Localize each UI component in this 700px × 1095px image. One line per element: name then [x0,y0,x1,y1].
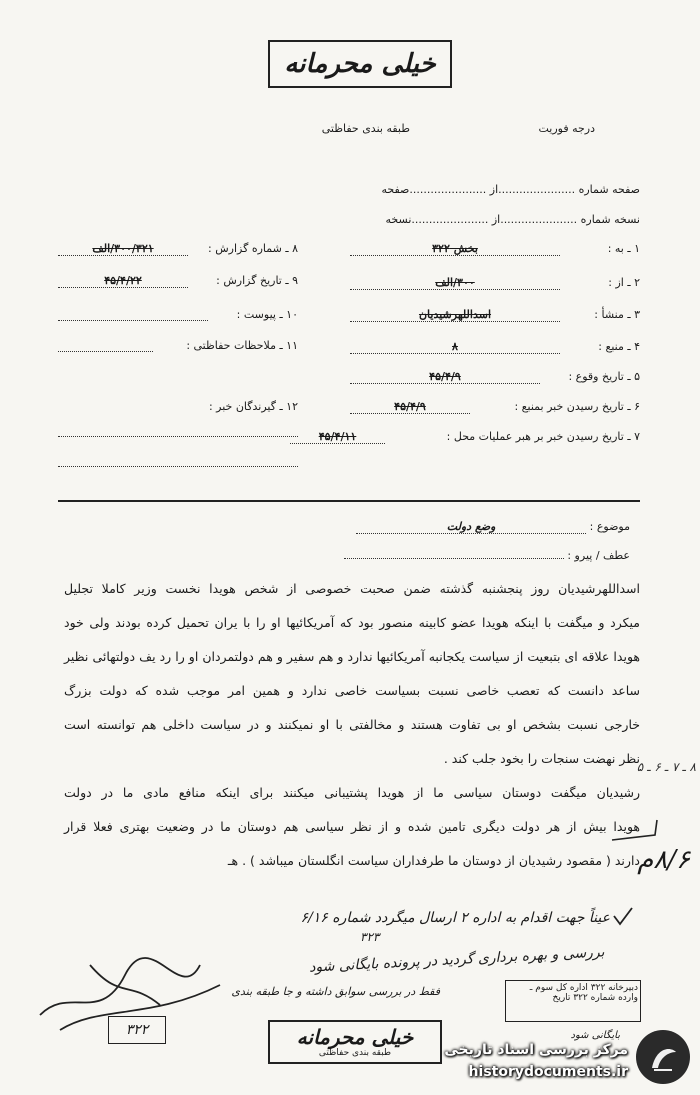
field-row [350,370,640,383]
side-note: ۸/۶م [637,845,690,875]
field-row [58,400,298,413]
field-value: بخش ۳۲۲ [350,242,560,256]
check-mark-icon [612,906,634,926]
body-line: رشیدیان میگفت دوستان سیاسی ما از هویدا پشتیبانی میکنند برای اینکه منافع مادی ما در دولت [64,785,640,800]
body-line: نظر نهضت سنجات را بخود جلب کند . [443,751,640,766]
received-stamp-text: دبیرخانه ۳۲۲ اداره کل سوم ـ وارده شماره ۳۲۲ تاریخ [529,983,638,1003]
field-label: ۴ ـ منبع : [598,340,640,353]
subject-value: وضع دولت [356,520,586,534]
body-line: هویدا بیش از هر دولت دیگری تامین شده و از نظر سیاسی هم دوستان ما در وضعیت بهتری فعلا قرار [64,819,640,834]
field-label: ۱۰ ـ پیوست : [236,308,298,321]
reference-label: عطف / پیرو : [567,549,630,562]
body-line: خارجی نسبت بشخص او بی تفاوت هستند و مخالفتی با او نمیکنند و در سیاست داخلی هم توانسته است [64,717,640,732]
field-label: ۱۲ ـ گیرندگان خبر : [208,400,298,413]
stamp-bottom-label: طبقه بندی حفاظتی [318,1048,392,1058]
field-label: ۳ ـ منشأ : [594,308,640,321]
report-body [64,572,640,878]
field-value: ۳۰۰/الف [350,276,560,290]
field-value: ۴۵/۴/۹ [350,370,540,384]
watermark-title: مرکز بررسی اسناد تاریخی [444,1042,628,1058]
blank-line [58,436,298,437]
handwritten-note-1: بررسی و بهره برداری گردید در پرونده بایگانی شود [309,944,606,976]
field-row [350,308,640,321]
reference-value [344,546,564,559]
body-line: اسداللهرشیدیان روز پنجشنبه گذشته ضمن صحبت خصوصی از شخص هویدا نخست وزیر کاملا تجلیل [64,581,640,596]
field-value [58,339,153,352]
field-label: ۹ ـ تاریخ گزارش : [216,274,298,287]
stamp-top [268,40,452,88]
divider [58,500,640,502]
handwritten-note-2: فقط در بررسی سوابق داشته و جا طبقه بندی [231,985,440,998]
field-label: ۷ ـ تاریخ رسیدن خبر بر هبر عملیات محل : [446,430,640,443]
field-row [350,276,640,289]
field-value: ۴۵/۴/۱۱ [290,430,385,444]
copy-number-line: نسخه شماره ......................از ......................نسخه [385,213,640,226]
action-note: عیناً جهت اقدام به اداره ۲ ارسال میگردد شماره ۶/۱۶ [300,910,610,926]
field-label: ۱۱ ـ ملاحظات حفاظتی : [186,339,298,352]
stamp-bottom [268,1020,442,1064]
priority-label: درجه فوریت [538,122,595,135]
reference-row [320,546,630,562]
field-value [58,308,208,321]
watermark-logo-icon [636,1030,690,1084]
subject-label: موضوع : [589,520,630,533]
field-row [58,308,298,321]
body-line: میکرد و میگفت با اینکه هویدا عضو کابینه منصور بود که آمریکائیها او را با یران تحمیل کرده بودند ولی خود [64,615,640,630]
page-number-line: صفحه شماره ......................از ......................صفحه [381,183,640,196]
blank-line [58,466,298,467]
field-label: ۸ ـ شماره گزارش : [208,242,298,255]
field-label: ۶ ـ تاریخ رسیدن خبر بمنبع : [514,400,640,413]
field-row [350,400,640,413]
body-line: دارند ( مقصود رشیدیان از دوستان ما طرفداران سیاست انگلستان میباشد ) . هـ [227,853,640,868]
field-row [58,274,298,287]
watermark-url: historydocuments.ir [468,1064,628,1080]
received-note: بایگانی شود [570,1030,620,1041]
field-label: ۲ ـ از : [608,276,640,289]
stamp-bottom-text: خیلی محرمانه [296,1025,414,1049]
field-row [350,242,640,255]
field-value: ۳۰۰/۳۲۱/الف [58,242,188,256]
box-number [108,1016,166,1044]
box-number-text: ۳۲۲ [125,1022,149,1038]
field-row [58,339,298,352]
stamp-top-text: خیلی محرمانه [284,49,436,79]
field-value: ۴۵/۴/۹ [350,400,470,414]
received-stamp [505,980,641,1022]
action-code: ۳۲۳ [360,930,380,944]
margin-bracket [610,815,660,845]
field-row [290,430,640,443]
field-row [350,340,640,353]
field-value: ۸ [350,340,560,354]
subject-row [320,520,630,534]
field-label: ۱ ـ به : [607,242,640,255]
field-value: ۴۵/۴/۲۲ [58,274,188,288]
field-label: ۵ ـ تاریخ وقوع : [568,370,640,383]
body-line: ساعد دانست که تعصب خاصی نسبت بسیاست خاصی ندارد و همین امر موجب شده که دولت بزرگ [64,683,640,698]
field-row [58,242,298,255]
classification-label: طبقه بندی حفاظتی [321,122,410,135]
body-line: هویدا علاقه ای بتبعیت از سیاست یکجانبه آمریکائیها ندارد و هم سفیر و هم دولتمردان او را رد یف دولتهائی نظیر [64,649,640,664]
margin-note: ۸ ـ ۷ ـ ۶ ـ ۵ [636,760,696,774]
field-value: اسداللهرشیدیان [350,308,560,322]
